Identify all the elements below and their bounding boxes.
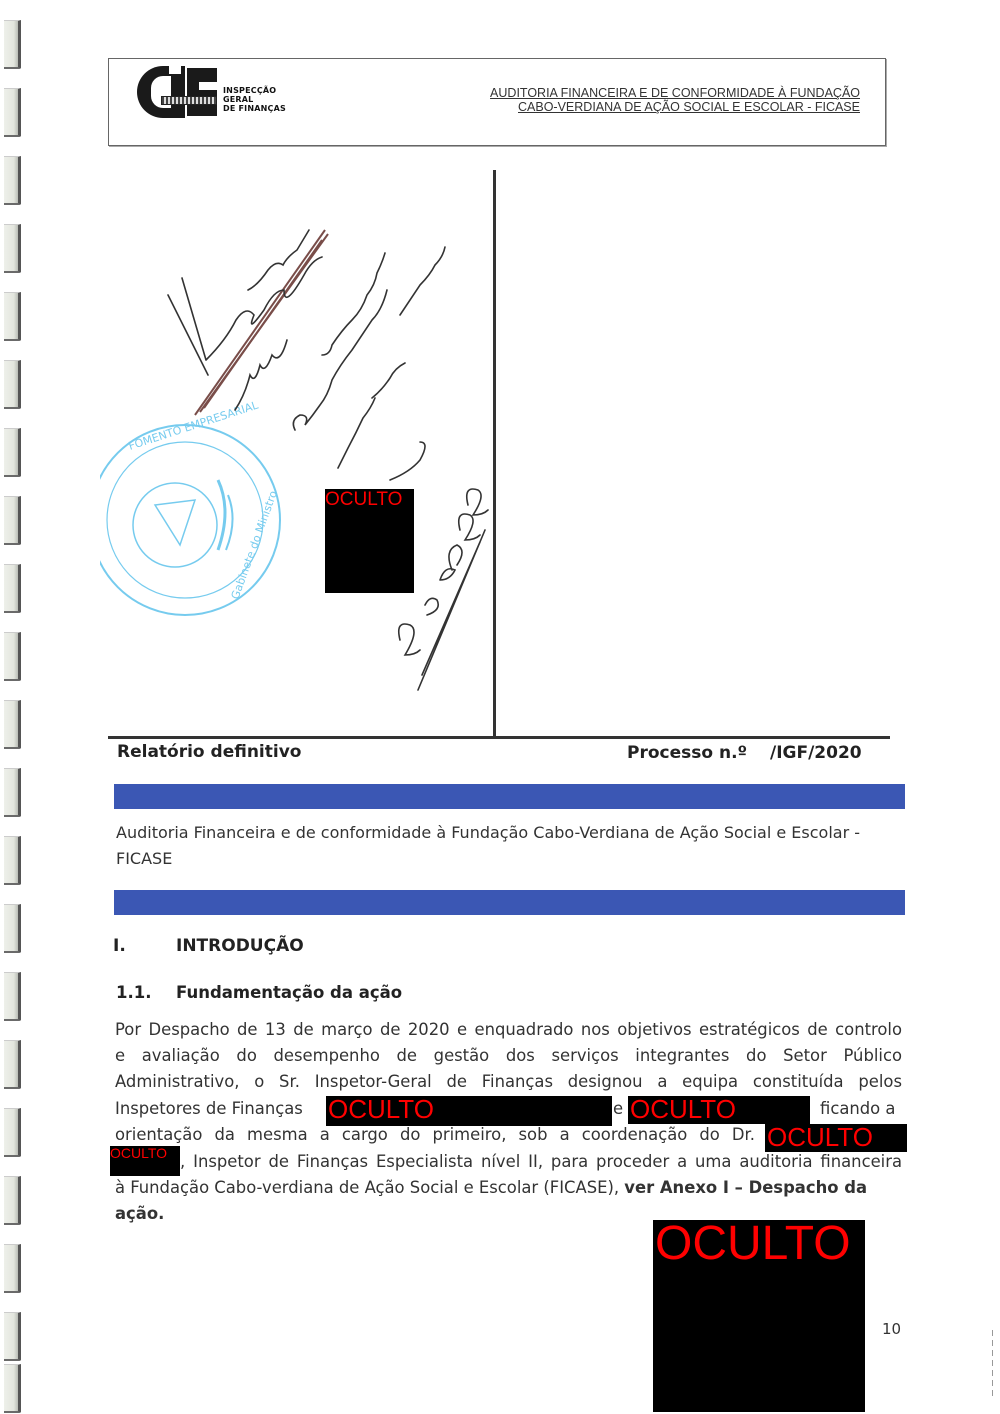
redaction-box: OCULTO [765,1124,907,1152]
binding-mark [4,496,21,545]
redaction-box: OCULTO [628,1096,810,1124]
binding-mark [4,768,21,817]
paragraph-line: Administrativo, o Sr. Inspetor-Geral de Finanças designou a equipa constituída pelos [115,1072,902,1091]
binding-mark [4,836,21,885]
paragraph-text: , Inspetor de Finanças Especialista nível II, para proceder a uma auditoria financeira [180,1152,902,1171]
subsection-number: 1.1. [116,983,152,1002]
redaction-box: OCULTO [653,1220,865,1412]
process-number-suffix: /IGF/2020 [770,743,862,763]
paragraph-text: ficando a [820,1099,896,1118]
section-number: I. [113,936,126,956]
binding-mark [4,224,21,273]
annex-reference: ver Anexo I – Despacho da [624,1178,868,1197]
subsection-title: Fundamentação da ação [176,983,403,1002]
redaction-box: OCULTO [326,1096,612,1126]
binding-mark [4,564,21,613]
binding-mark [4,1364,21,1413]
binding-mark [4,20,21,69]
binding-mark [4,972,21,1021]
redaction-box: OCULTO [325,489,414,593]
paragraph-line [115,1178,902,1197]
logo-line: INSPECÇÃO [223,86,277,95]
blue-separator-bar [114,784,905,809]
svg-text:Gabinete do Ministro: Gabinete do Ministro [228,489,280,602]
header-title-line: AUDITORIA FINANCEIRA E DE CONFORMIDADE À FUNDAÇÃO [490,86,860,100]
report-subject: Auditoria Financeira e de conformidade à Fundação Cabo-Verdiana de Ação Social e Escolar - FICASE [116,823,860,868]
header-title [440,86,860,114]
logo-line: DE FINANÇAS [223,104,286,113]
igf-logo [137,66,307,124]
report-type: Relatório definitivo [117,742,302,762]
binding-mark [4,1176,21,1225]
svg-text:FOMENTO EMPRESARIAL: FOMENTO EMPRESARIAL [126,398,260,453]
binding-mark [4,1040,21,1089]
binding-mark [4,1108,21,1157]
handwritten-dispatch-annotation [100,150,500,710]
blue-separator-bar [114,890,905,915]
binding-mark [4,1244,21,1293]
paragraph-text: e [613,1099,624,1118]
logo-line: GERAL [223,95,254,104]
paragraph-line: Por Despacho de 13 de março de 2020 e enquadrado nos objetivos estratégicos de controlo [115,1020,902,1039]
header-title-line: CABO-VERDIANA DE AÇÃO SOCIAL E ESCOLAR - FICASE [518,100,860,114]
binding-mark [4,632,21,681]
process-number-label: Processo n.º [627,743,748,763]
page-edge-mark [992,1330,993,1400]
paragraph-text: Inspetores de Finanças [115,1099,303,1118]
binding-mark [4,360,21,409]
horizontal-divider [108,736,890,739]
paragraph-line: e avaliação do desempenho de gestão dos serviços integrantes do Setor Público [115,1046,902,1065]
annex-reference: ação. [115,1204,165,1223]
page-number: 10 [882,1320,902,1338]
official-stamp-icon [100,398,280,615]
binding-mark [4,428,21,477]
redaction-box: OCULTO [110,1146,180,1176]
section-title: INTRODUÇÃO [176,936,304,956]
binding-mark [4,156,21,205]
binding-mark [4,904,21,953]
binding-mark [4,292,21,341]
binding-mark [4,88,21,137]
paragraph-text: à Fundação Cabo-verdiana de Ação Social e Escolar (FICASE), [115,1178,620,1197]
paragraph-text: orientação da mesma a cargo do primeiro, sob a coordenação do Dr. [115,1125,755,1144]
binding-mark [4,700,21,749]
vertical-divider [493,170,496,738]
binding-mark [4,1312,21,1361]
